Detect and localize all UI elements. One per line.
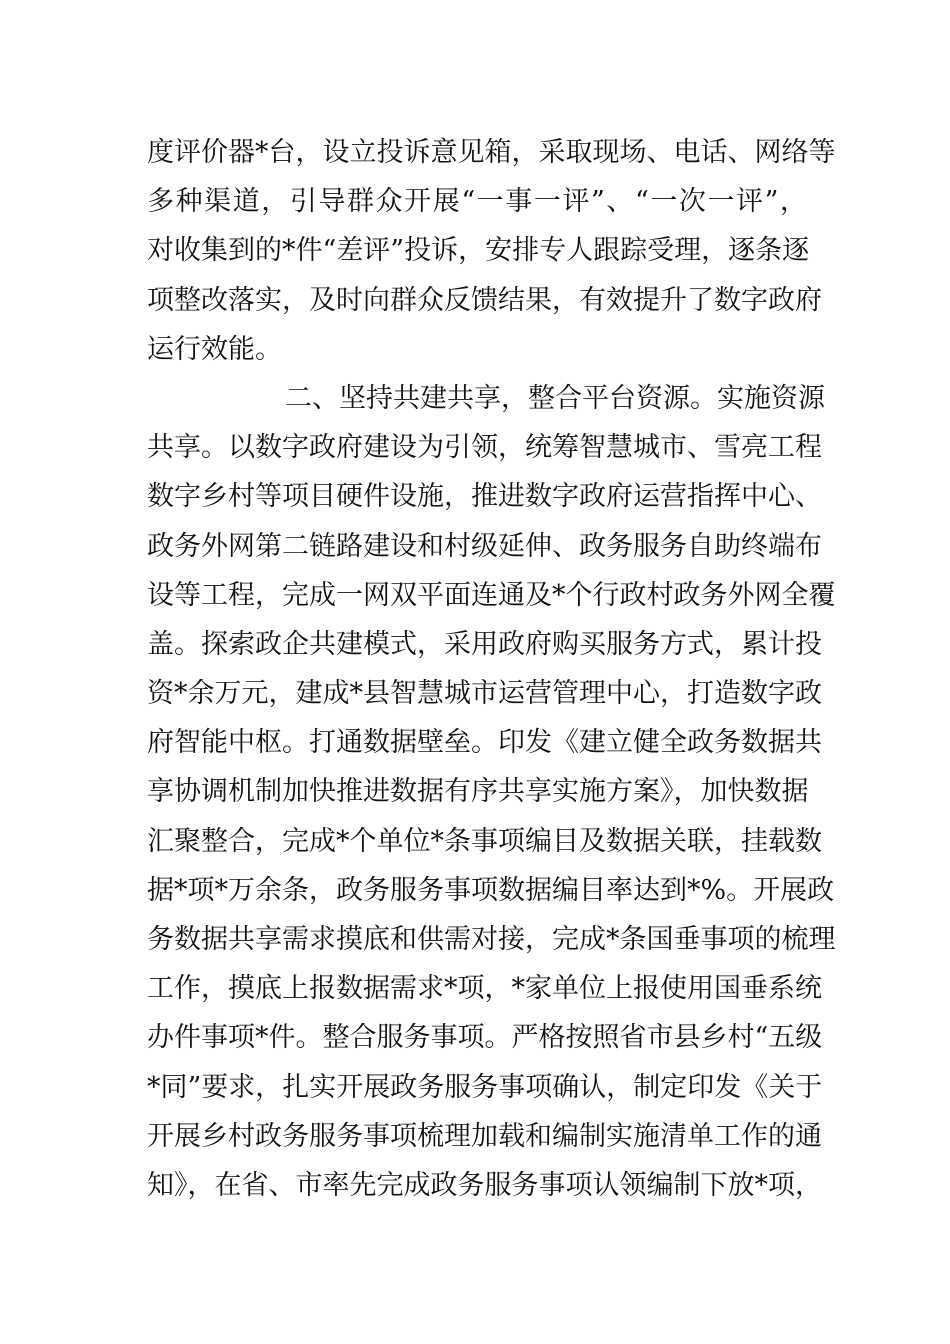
- text-line: 运行效能。: [147, 333, 282, 365]
- text-line: 汇聚整合，完成*个单位*条事项编目及数据关联，挂载数: [147, 825, 822, 857]
- text-line: 政务外网第二链路建设和村级延伸、政务服务自助终端布: [147, 530, 822, 562]
- text-line: 度评价器*台，设立投诉意见箱，采取现场、电话、网络等: [147, 137, 836, 168]
- text-line: 工作，摸底上报数据需求*项，*家单位上报使用国垂系统: [147, 973, 822, 1005]
- text-line: 对收集到的*件“差评”投诉，安排专人跟踪受理，逐条逐: [147, 235, 810, 267]
- text-line: 共享。以数字政府建设为引领，统筹智慧城市、雪亮工程: [147, 432, 822, 464]
- body-text: [147, 128, 836, 1210]
- text-line: 府智能中枢。打通数据壁垒。印发《建立健全政务数据共: [147, 727, 822, 759]
- text-line: 知》，在省、市率先完成政务服务事项认领编制下放*项，: [147, 1169, 822, 1201]
- text-line: 设等工程，完成一网双平面连通及*个行政村政务外网全覆: [147, 579, 836, 611]
- text-line: 多种渠道，引导群众开展“一事一评”、“一次一评”，: [147, 186, 807, 218]
- text-line: 开展乡村政务服务事项梳理加载和编制实施清单工作的通: [147, 1120, 822, 1152]
- text-line: 资*余万元，建成*县智慧城市运营管理中心，打造数字政: [147, 678, 822, 710]
- text-line: 务数据共享需求摸底和供需对接，完成*条国垂事项的梳理: [147, 924, 836, 955]
- text-line: 数字乡村等项目硬件设施，推进数字政府运营指挥中心、: [147, 481, 822, 513]
- text-line: 办件事项*件。整合服务事项。严格按照省市县乡村“五级: [147, 1022, 823, 1054]
- text-line: 项整改落实，及时向群众反馈结果，有效提升了数字政府: [147, 284, 822, 316]
- text-line: 盖。探索政企共建模式，采用政府购买服务方式，累计投: [147, 628, 822, 660]
- text-line: 享协调机制加快推进数据有序共享实施方案》，加快数据: [147, 776, 809, 808]
- text-line: 据*项*万余条，政务服务事项数据编目率达到*%。开展政: [147, 874, 835, 906]
- section-heading-line: 二、坚持共建共享，整合平台资源。实施资源: [285, 382, 825, 414]
- text-line: *同”要求，扎实开展政务服务事项确认，制定印发《关于: [147, 1071, 823, 1103]
